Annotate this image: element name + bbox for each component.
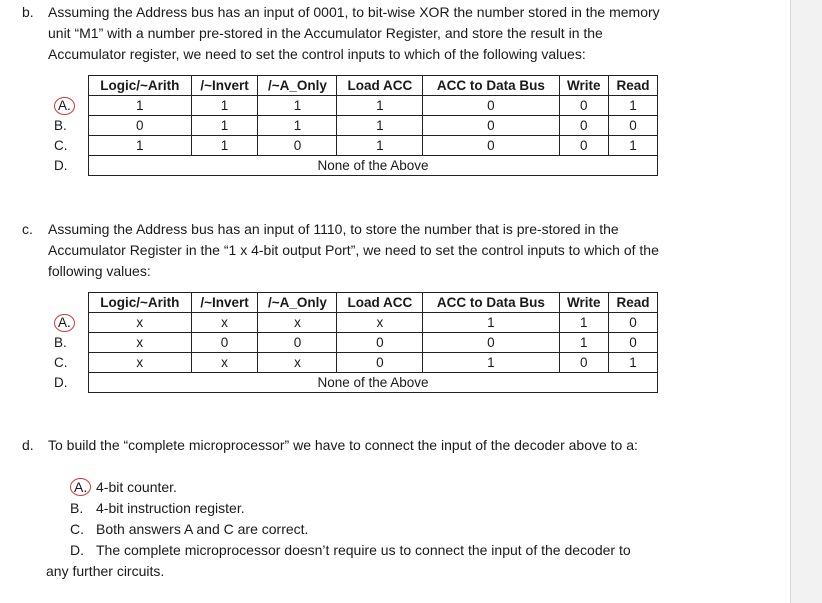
header-a-only: /~A_Only: [258, 293, 337, 313]
table-cell: 0: [609, 116, 658, 136]
table-cell: 0: [559, 353, 608, 373]
row-label: C.: [54, 138, 68, 153]
table-row: [52, 156, 658, 176]
header-acc-to-data-bus: ACC to Data Bus: [423, 76, 559, 96]
table-cell: x: [258, 353, 337, 373]
question-c-text: Assuming the Address bus has an input of 1110, to store the number that is pre-stored in the Accumulator Register in the “1 x 4-bit output Port”, we need to set the control inputs to which of the following values:: [48, 221, 659, 279]
table-cell: 0: [559, 136, 608, 156]
table-cell: 1: [191, 136, 258, 156]
table-cell: 1: [337, 116, 423, 136]
table-cell: 0: [609, 313, 658, 333]
list-item: [70, 477, 631, 498]
header-write: Write: [559, 76, 608, 96]
header-acc-to-data-bus: ACC to Data Bus: [423, 293, 559, 313]
table-cell: 0: [609, 333, 658, 353]
question-b-text: Assuming the Address bus has an input of 0001, to bit-wise XOR the number stored in the memory unit “M1” with a number pre-stored in the Accumulator Register, and store the result in the Accumulator register, we need to set the control inputs to which of the following values:: [48, 4, 660, 62]
table-cell: 1: [559, 333, 608, 353]
question-d-options: [70, 477, 631, 561]
row-label: B.: [54, 335, 67, 350]
circled-answer-a: A.: [70, 478, 91, 496]
question-d-text: To build the “complete microprocessor” we have to connect the input of the decoder above to a:: [48, 437, 638, 453]
question-c-label: c.: [22, 221, 33, 237]
table-cell: 1: [258, 96, 337, 116]
header-logic-arith: Logic/~Arith: [89, 293, 192, 313]
table-cell: 1: [258, 116, 337, 136]
table-cell: 1: [423, 353, 559, 373]
row-label: C.: [54, 355, 68, 370]
table-cell: 1: [423, 313, 559, 333]
table-cell: 0: [423, 96, 559, 116]
table-cell: 0: [559, 116, 608, 136]
table-cell: 1: [89, 96, 192, 116]
table-cell: 1: [609, 353, 658, 373]
option-label: B.: [70, 500, 84, 516]
question-d-label: d.: [22, 437, 34, 453]
question-c: [22, 219, 667, 282]
table-cell: 0: [258, 333, 337, 353]
circled-answer-a: A.: [54, 97, 75, 115]
table-cell: 0: [423, 136, 559, 156]
question-d-tail: any further circuits.: [46, 563, 165, 579]
none-of-the-above-cell: None of the Above: [89, 373, 658, 393]
table-row: [52, 313, 658, 333]
table-cell: 0: [337, 353, 423, 373]
table-cell: 0: [89, 116, 192, 136]
table-cell: x: [191, 353, 258, 373]
table-cell: x: [337, 313, 423, 333]
row-label: B.: [54, 118, 67, 133]
option-label: C.: [70, 521, 84, 537]
table-cell: 1: [609, 136, 658, 156]
table-cell: 1: [609, 96, 658, 116]
option-text: The complete microprocessor doesn’t require us to connect the input of the decoder to: [96, 542, 631, 558]
page-margin-scrollbar: [790, 0, 822, 603]
header-a-only: /~A_Only: [258, 76, 337, 96]
option-text: 4-bit counter.: [96, 479, 177, 495]
table-cell: 0: [191, 333, 258, 353]
row-label: D.: [54, 375, 68, 390]
circled-answer-a: A.: [54, 314, 75, 332]
table-cell: x: [89, 313, 192, 333]
table-cell: x: [89, 353, 192, 373]
table-cell: 0: [423, 116, 559, 136]
option-text: Both answers A and C are correct.: [96, 521, 309, 537]
table-cell: 1: [191, 96, 258, 116]
table-cell: 0: [258, 136, 337, 156]
question-c-table: [52, 292, 658, 393]
question-b-table: [52, 75, 658, 176]
header-invert: /~Invert: [191, 76, 258, 96]
table-cell: 1: [559, 313, 608, 333]
table-cell: 1: [89, 136, 192, 156]
header-logic-arith: Logic/~Arith: [89, 76, 192, 96]
table-cell: 0: [337, 333, 423, 353]
table-cell: 1: [191, 116, 258, 136]
list-item: [70, 498, 631, 519]
table-row: [52, 136, 658, 156]
table-row: [52, 96, 658, 116]
question-b-label: b.: [22, 4, 34, 20]
header-read: Read: [609, 76, 658, 96]
table-cell: 0: [423, 333, 559, 353]
table-cell: 0: [559, 96, 608, 116]
list-item: [70, 519, 631, 540]
table-row: [52, 116, 658, 136]
table-row: [52, 373, 658, 393]
option-label: D.: [70, 542, 84, 558]
table-cell: 1: [337, 96, 423, 116]
table-cell: x: [191, 313, 258, 333]
table-cell: 1: [337, 136, 423, 156]
header-write: Write: [559, 293, 608, 313]
question-d: [22, 435, 667, 456]
table-row: [52, 353, 658, 373]
header-load-acc: Load ACC: [337, 293, 423, 313]
table-row: [52, 333, 658, 353]
none-of-the-above-cell: None of the Above: [89, 156, 658, 176]
row-label: D.: [54, 158, 68, 173]
header-load-acc: Load ACC: [337, 76, 423, 96]
header-invert: /~Invert: [191, 293, 258, 313]
list-item: [70, 540, 631, 561]
table-cell: x: [258, 313, 337, 333]
header-read: Read: [609, 293, 658, 313]
question-b: [22, 2, 667, 65]
table-cell: x: [89, 333, 192, 353]
table-header-row: [52, 76, 658, 96]
option-text: 4-bit instruction register.: [96, 500, 245, 516]
table-header-row: [52, 293, 658, 313]
